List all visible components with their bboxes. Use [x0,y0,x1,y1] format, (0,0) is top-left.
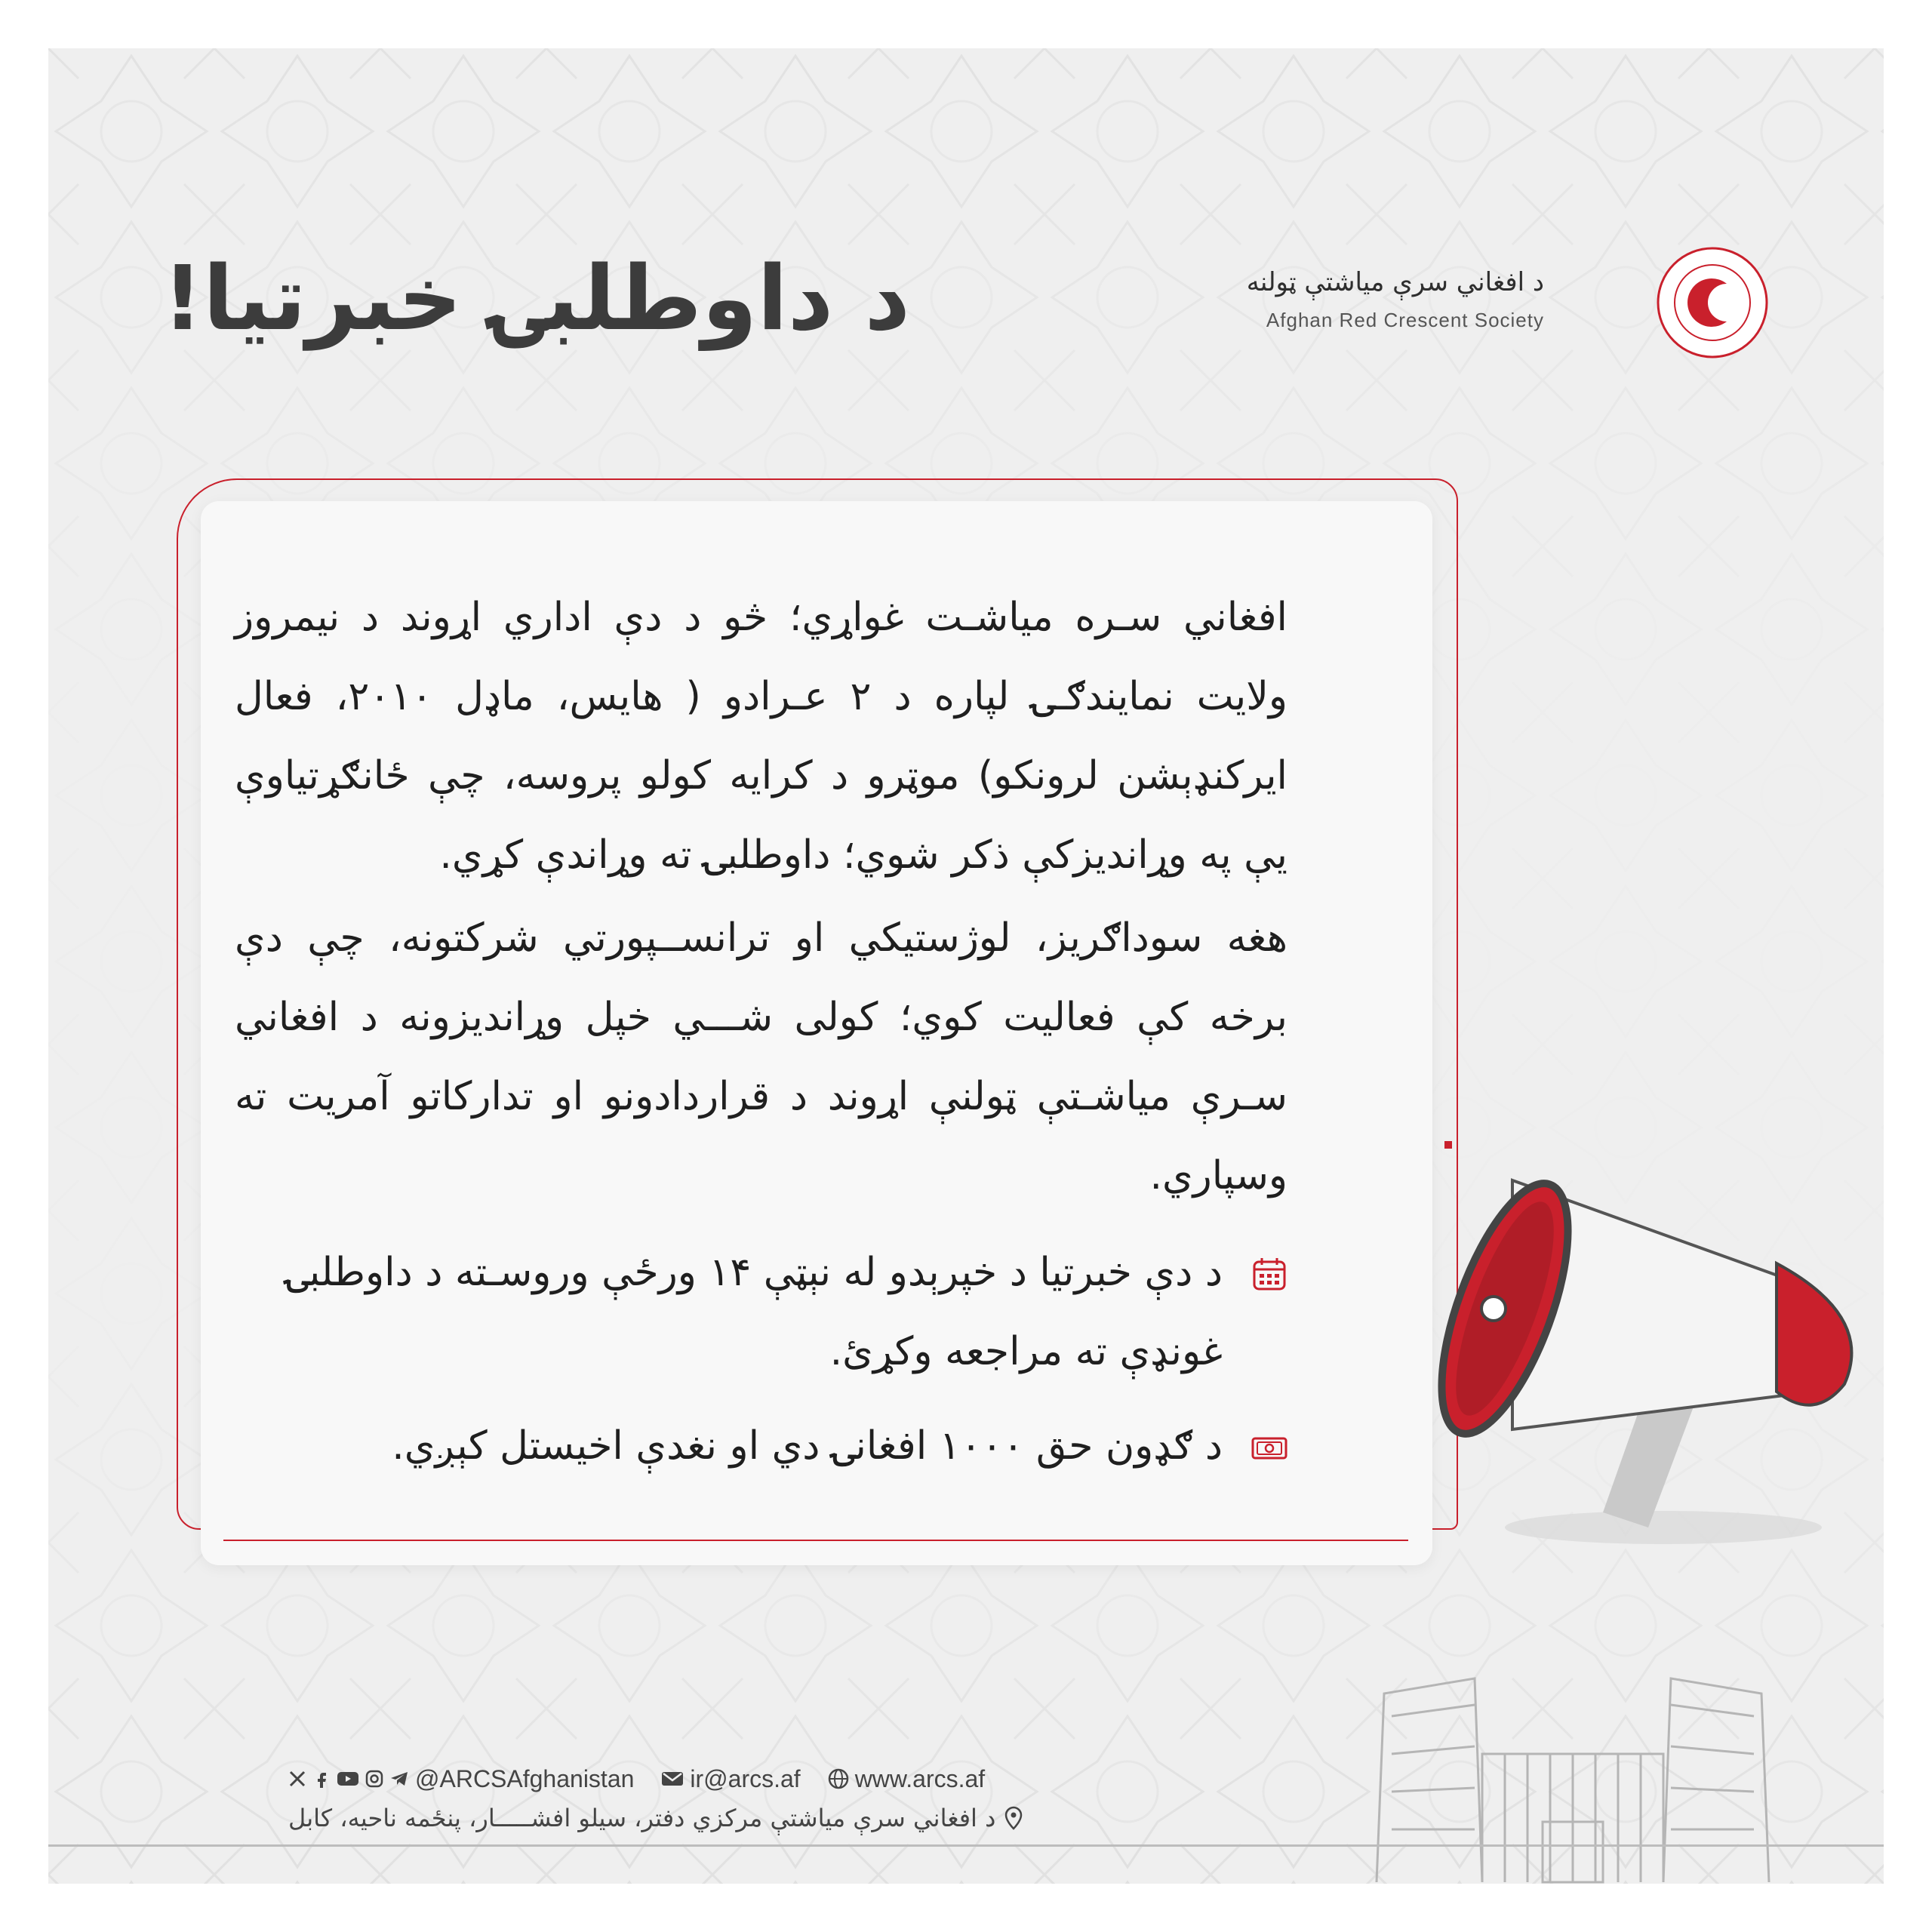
facebook-icon[interactable] [312,1770,331,1788]
location-pin-icon [1004,1806,1023,1830]
arcs-logo-icon [1656,246,1769,359]
footer-address-row [288,1799,1023,1837]
cash-icon [1251,1429,1287,1466]
card-underline [223,1540,1408,1541]
bullet-fee [242,1407,1287,1486]
bullet-deadline [242,1233,1287,1392]
bullet-fee-text: د ګډون حق ۱۰۰۰ افغانۍ دي او نغدې اخیستل کېږي. [392,1423,1223,1469]
telegram-icon[interactable] [389,1770,409,1788]
footer-contact-row [288,1760,1012,1798]
org-name-pashto: د افغاني سرې میاشتې ټولنه [1246,267,1544,297]
building-illustration [1369,1671,1777,1884]
bullet-deadline-text: د دې خبرتیا د خپرېدو له نېټې ۱۴ ورځې وروسـته د داوطلبۍ غونډې ته مراجعه وکړئ. [286,1250,1223,1374]
social-group [288,1765,634,1793]
footer-baseline [48,1844,1884,1847]
globe-icon [828,1768,849,1789]
email-icon [661,1770,684,1788]
website-group [828,1765,985,1793]
address-text: د افغاني سرې میاشتې مرکزي دفتر، سیلو افشـــــار، پنځمه ناحیه، کابل [288,1804,996,1832]
notice-paragraph-2: هغه سوداګریز، لوژستیکي او ترانســپورتي شرکتونه، چې دې برخه کې فعالیت کوي؛ کولی شـــي خپل وړاندیزونه د افغاني سـرې میاشـتې ټولنې اړوند د قراردادونو او تدارکاتو آمریت ته وسپاري. [235,915,1287,1198]
email-link[interactable]: ir@arcs.af [690,1764,801,1792]
youtube-icon[interactable] [337,1770,359,1788]
instagram-icon[interactable] [365,1770,383,1788]
page-title: د داوطلبۍ خبرتیا! [162,246,910,350]
notice-paragraph-1: افغاني سـره میاشـت غواړي؛ څو د دې اداري اړوند د نیمروز ولایت نمایندګـۍ لپاره د ۲ عـرادو ( هایس، ماډل ۲۰۱۰، فعال ایرکنډېشن لرونکو) موټرو د کرایه کولو پروسه، چې ځانګړتیاوې یې په وړاندیزکې ذکر شوي؛ داوطلبۍ ته وړاندې کړي. [235,595,1287,878]
poster-frame [48,48,1884,1884]
org-name-english: Afghan Red Crescent Society [1266,309,1544,331]
x-icon[interactable] [288,1770,306,1788]
social-handle[interactable]: @ARCSAfghanistan [415,1764,635,1792]
email-group [661,1765,800,1793]
website-link[interactable]: www.arcs.af [854,1764,986,1792]
megaphone-icon [1422,1135,1884,1558]
calendar-icon [1251,1256,1287,1292]
